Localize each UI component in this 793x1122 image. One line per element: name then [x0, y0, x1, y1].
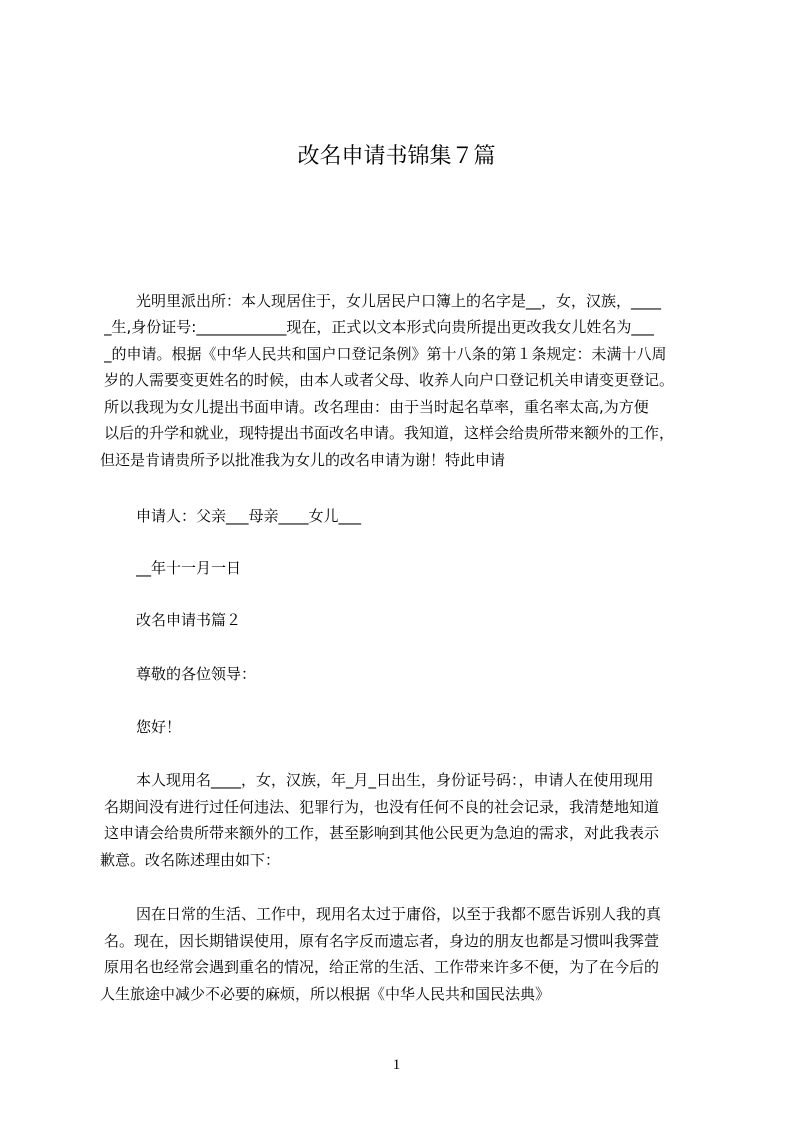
paragraph2-line-1: 本人现用名____，女，汉族，年_月_日出生，身份证号码：，申请人在使用现用 — [136, 771, 654, 789]
greeting: 您好！ — [136, 718, 182, 736]
paragraph1-line-4: 岁的人需要变更姓名的时候，由本人或者父母、收养人向户口登记机关申请变更登记。 — [104, 371, 675, 389]
paragraph1-line-5: 所以我现为女儿提出书面申请。改名理由：由于当时起名草率，重名率太高,为方便 — [104, 398, 649, 416]
paragraph3-line-1: 因在日常的生活、工作中，现用名太过于庸俗，以至于我都不愿告诉别人我的真 — [136, 905, 662, 923]
paragraph2-line-3: 这申请会给贵所带来额外的工作，甚至影响到其他公民更为急迫的需求，对此我表示 — [104, 824, 660, 842]
applicant-line: 申请人：父亲___母亲____女儿___ — [136, 507, 362, 525]
paragraph3-line-2: 名。现在，因长期错误使用，原有名字反而遗忘者，身边的朋友也都是习惯叫我霁萱 — [104, 932, 660, 950]
paragraph1-line-6: 以后的升学和就业，现特提出书面改名申请。我知道，这样会给贵所带来额外的工作， — [104, 424, 675, 442]
date-line: __年十一月一日 — [136, 559, 242, 577]
document-title: 改名申请书锦集７篇 — [297, 144, 496, 169]
paragraph3-line-4: 人生旅途中减少不必要的麻烦，所以根据《中华人民共和国民法典》 — [100, 985, 551, 1003]
paragraph2-line-4: 歉意。改名陈述理由如下： — [100, 851, 281, 869]
paragraph3-line-3: 原用名也经常会遇到重名的情况，给正常的生活、工作带来许多不便，为了在今后的 — [104, 958, 660, 976]
paragraph2-line-2: 名期间没有进行过任何违法、犯罪行为，也没有任何不良的社会记录，我清楚地知道 — [104, 798, 660, 816]
section2-heading: 改名申请书篇２ — [136, 611, 242, 629]
paragraph1-line-3: _的申请。根据《中华人民共和国户口登记条例》第十八条的第１条规定：未满十八周 — [104, 345, 667, 363]
paragraph1-line-2: _生,身份证号:____________现在，正式以文本形式向贵所提出更改我女儿姓名为___ — [104, 318, 654, 336]
salutation: 尊敬的各位领导： — [136, 665, 257, 683]
paragraph1-line-7: 但还是肯请贵所予以批准我为女儿的改名申请为谢！特此申请 — [100, 451, 506, 469]
page-number: 1 — [392, 1057, 401, 1073]
paragraph1-line-1: 光明里派出所：本人现居住于，女儿居民户口簿上的名字是__，女，汉族，____ — [136, 292, 662, 310]
